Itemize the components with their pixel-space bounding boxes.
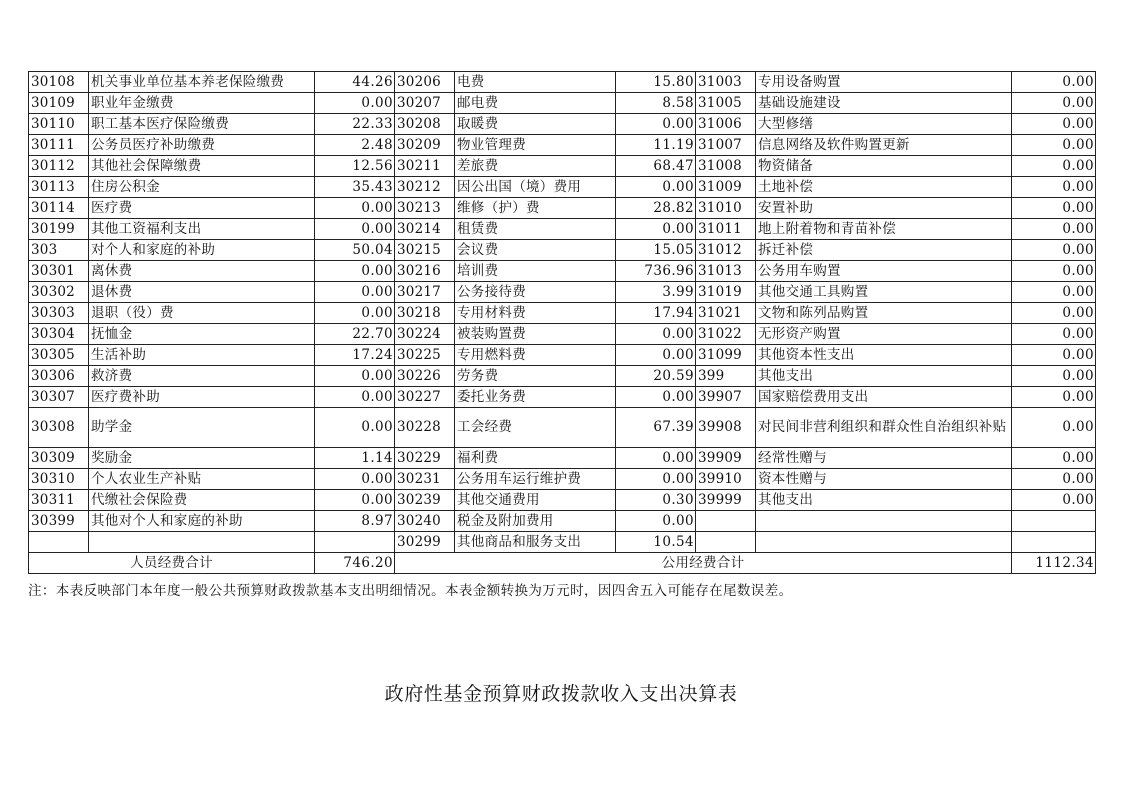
name-cell: 其他支出 bbox=[756, 490, 1012, 511]
name-cell: 福利费 bbox=[455, 448, 616, 469]
code-cell: 30207 bbox=[395, 93, 455, 114]
table-row bbox=[29, 469, 1096, 490]
code-cell: 30225 bbox=[395, 345, 455, 366]
code-cell: 30302 bbox=[29, 282, 89, 303]
name-cell: 电费 bbox=[455, 72, 616, 93]
name-cell: 取暖费 bbox=[455, 114, 616, 135]
table-row bbox=[29, 261, 1096, 282]
amount-cell: 0.00 bbox=[1012, 177, 1096, 198]
code-cell: 31008 bbox=[696, 156, 756, 177]
code-cell: 30217 bbox=[395, 282, 455, 303]
totals-row bbox=[29, 553, 1096, 574]
code-cell: 30224 bbox=[395, 324, 455, 345]
name-cell: 助学金 bbox=[89, 408, 315, 448]
name-cell: 大型修缮 bbox=[756, 114, 1012, 135]
table-row bbox=[29, 387, 1096, 408]
name-cell: 其他对个人和家庭的补助 bbox=[89, 511, 315, 532]
name-cell: 救济费 bbox=[89, 366, 315, 387]
name-cell: 奖励金 bbox=[89, 448, 315, 469]
table-row bbox=[29, 156, 1096, 177]
table-row bbox=[29, 448, 1096, 469]
code-cell: 30239 bbox=[395, 490, 455, 511]
code-cell: 30227 bbox=[395, 387, 455, 408]
name-cell: 退休费 bbox=[89, 282, 315, 303]
name-cell: 安置补助 bbox=[756, 198, 1012, 219]
amount-cell: 0.00 bbox=[1012, 324, 1096, 345]
name-cell: 公务用车运行维护费 bbox=[455, 469, 616, 490]
table-row bbox=[29, 345, 1096, 366]
amount-cell: 8.97 bbox=[315, 511, 395, 532]
amount-cell: 28.82 bbox=[616, 198, 696, 219]
personnel-total-label: 人员经费合计 bbox=[29, 553, 315, 574]
name-cell: 基础设施建设 bbox=[756, 93, 1012, 114]
code-cell: 31011 bbox=[696, 219, 756, 240]
code-cell: 30110 bbox=[29, 114, 89, 135]
code-cell: 30214 bbox=[395, 219, 455, 240]
code-cell: 31003 bbox=[696, 72, 756, 93]
name-cell: 差旅费 bbox=[455, 156, 616, 177]
table-body bbox=[29, 72, 1096, 553]
amount-cell: 0.00 bbox=[1012, 366, 1096, 387]
name-cell: 地上附着物和青苗补偿 bbox=[756, 219, 1012, 240]
name-cell: 委托业务费 bbox=[455, 387, 616, 408]
amount-cell: 0.00 bbox=[315, 93, 395, 114]
amount-cell: 0.00 bbox=[1012, 387, 1096, 408]
table-row bbox=[29, 511, 1096, 532]
name-cell: 其他工资福利支出 bbox=[89, 219, 315, 240]
code-cell: 30208 bbox=[395, 114, 455, 135]
name-cell bbox=[756, 511, 1012, 532]
amount-cell: 1.14 bbox=[315, 448, 395, 469]
name-cell: 信息网络及软件购置更新 bbox=[756, 135, 1012, 156]
name-cell: 物业管理费 bbox=[455, 135, 616, 156]
table-row bbox=[29, 282, 1096, 303]
name-cell: 其他资本性支出 bbox=[756, 345, 1012, 366]
amount-cell: 0.00 bbox=[315, 408, 395, 448]
code-cell: 30240 bbox=[395, 511, 455, 532]
name-cell bbox=[756, 532, 1012, 553]
amount-cell: 0.00 bbox=[1012, 240, 1096, 261]
name-cell: 其他社会保障缴费 bbox=[89, 156, 315, 177]
code-cell: 30226 bbox=[395, 366, 455, 387]
amount-cell: 20.59 bbox=[616, 366, 696, 387]
name-cell: 公务用车购置 bbox=[756, 261, 1012, 282]
amount-cell: 44.26 bbox=[315, 72, 395, 93]
amount-cell: 0.00 bbox=[1012, 198, 1096, 219]
amount-cell: 0.00 bbox=[1012, 261, 1096, 282]
code-cell: 30305 bbox=[29, 345, 89, 366]
amount-cell: 10.54 bbox=[616, 532, 696, 553]
code-cell: 39909 bbox=[696, 448, 756, 469]
name-cell: 专用设备购置 bbox=[756, 72, 1012, 93]
code-cell: 30113 bbox=[29, 177, 89, 198]
code-cell bbox=[696, 532, 756, 553]
name-cell: 抚恤金 bbox=[89, 324, 315, 345]
amount-cell: 0.00 bbox=[1012, 303, 1096, 324]
code-cell: 30228 bbox=[395, 408, 455, 448]
amount-cell: 12.56 bbox=[315, 156, 395, 177]
code-cell: 31010 bbox=[696, 198, 756, 219]
name-cell: 专用燃料费 bbox=[455, 345, 616, 366]
amount-cell bbox=[315, 532, 395, 553]
amount-cell: 15.05 bbox=[616, 240, 696, 261]
code-cell: 30308 bbox=[29, 408, 89, 448]
name-cell: 其他支出 bbox=[756, 366, 1012, 387]
amount-cell: 0.00 bbox=[616, 345, 696, 366]
code-cell: 30307 bbox=[29, 387, 89, 408]
amount-cell: 0.00 bbox=[616, 114, 696, 135]
code-cell: 39910 bbox=[696, 469, 756, 490]
amount-cell: 8.58 bbox=[616, 93, 696, 114]
code-cell: 30114 bbox=[29, 198, 89, 219]
name-cell: 物资储备 bbox=[756, 156, 1012, 177]
name-cell: 租赁费 bbox=[455, 219, 616, 240]
name-cell: 工会经费 bbox=[455, 408, 616, 448]
name-cell: 经常性赠与 bbox=[756, 448, 1012, 469]
name-cell: 无形资产购置 bbox=[756, 324, 1012, 345]
name-cell: 其他交通工具购置 bbox=[756, 282, 1012, 303]
amount-cell: 0.00 bbox=[616, 219, 696, 240]
code-cell: 31099 bbox=[696, 345, 756, 366]
public-total-label: 公用经费合计 bbox=[395, 553, 1012, 574]
table-row bbox=[29, 114, 1096, 135]
table-row bbox=[29, 408, 1096, 448]
code-cell: 31006 bbox=[696, 114, 756, 135]
code-cell: 31012 bbox=[696, 240, 756, 261]
name-cell: 其他交通费用 bbox=[455, 490, 616, 511]
code-cell: 30215 bbox=[395, 240, 455, 261]
amount-cell: 68.47 bbox=[616, 156, 696, 177]
code-cell: 399 bbox=[696, 366, 756, 387]
name-cell: 职工基本医疗保险缴费 bbox=[89, 114, 315, 135]
table-row bbox=[29, 219, 1096, 240]
code-cell: 30211 bbox=[395, 156, 455, 177]
code-cell: 30306 bbox=[29, 366, 89, 387]
code-cell: 31021 bbox=[696, 303, 756, 324]
name-cell: 医疗费补助 bbox=[89, 387, 315, 408]
amount-cell: 0.00 bbox=[315, 282, 395, 303]
name-cell: 代缴社会保险费 bbox=[89, 490, 315, 511]
table-row bbox=[29, 532, 1096, 553]
amount-cell: 0.00 bbox=[1012, 114, 1096, 135]
code-cell: 30206 bbox=[395, 72, 455, 93]
code-cell: 31013 bbox=[696, 261, 756, 282]
code-cell bbox=[29, 532, 89, 553]
code-cell: 30399 bbox=[29, 511, 89, 532]
amount-cell: 11.19 bbox=[616, 135, 696, 156]
name-cell bbox=[89, 532, 315, 553]
name-cell: 文物和陈列品购置 bbox=[756, 303, 1012, 324]
table-row bbox=[29, 177, 1096, 198]
amount-cell bbox=[1012, 511, 1096, 532]
name-cell: 拆迁补偿 bbox=[756, 240, 1012, 261]
amount-cell: 0.00 bbox=[1012, 490, 1096, 511]
table-row bbox=[29, 366, 1096, 387]
code-cell: 30299 bbox=[395, 532, 455, 553]
amount-cell: 3.99 bbox=[616, 282, 696, 303]
amount-cell: 0.00 bbox=[1012, 93, 1096, 114]
code-cell: 30108 bbox=[29, 72, 89, 93]
amount-cell: 736.96 bbox=[616, 261, 696, 282]
code-cell: 39908 bbox=[696, 408, 756, 448]
code-cell: 30303 bbox=[29, 303, 89, 324]
amount-cell: 0.00 bbox=[1012, 469, 1096, 490]
amount-cell: 0.00 bbox=[1012, 282, 1096, 303]
amount-cell: 0.00 bbox=[315, 469, 395, 490]
amount-cell: 0.00 bbox=[616, 324, 696, 345]
code-cell: 30209 bbox=[395, 135, 455, 156]
code-cell: 30216 bbox=[395, 261, 455, 282]
amount-cell: 0.00 bbox=[1012, 448, 1096, 469]
name-cell: 土地补偿 bbox=[756, 177, 1012, 198]
amount-cell: 0.00 bbox=[1012, 156, 1096, 177]
amount-cell: 0.00 bbox=[315, 490, 395, 511]
amount-cell bbox=[1012, 532, 1096, 553]
amount-cell: 0.00 bbox=[1012, 135, 1096, 156]
code-cell: 30310 bbox=[29, 469, 89, 490]
table-row bbox=[29, 72, 1096, 93]
name-cell: 机关事业单位基本养老保险缴费 bbox=[89, 72, 315, 93]
amount-cell: 0.00 bbox=[1012, 408, 1096, 448]
code-cell: 30218 bbox=[395, 303, 455, 324]
amount-cell: 0.00 bbox=[315, 198, 395, 219]
name-cell: 对民间非营利组织和群众性自治组织补贴 bbox=[756, 408, 1012, 448]
code-cell bbox=[696, 511, 756, 532]
name-cell: 资本性赠与 bbox=[756, 469, 1012, 490]
code-cell: 39999 bbox=[696, 490, 756, 511]
name-cell: 对个人和家庭的补助 bbox=[89, 240, 315, 261]
personnel-total-value: 746.20 bbox=[315, 553, 395, 574]
name-cell: 因公出国（境）费用 bbox=[455, 177, 616, 198]
code-cell: 31007 bbox=[696, 135, 756, 156]
code-cell: 303 bbox=[29, 240, 89, 261]
code-cell: 30304 bbox=[29, 324, 89, 345]
code-cell: 39907 bbox=[696, 387, 756, 408]
name-cell: 医疗费 bbox=[89, 198, 315, 219]
amount-cell: 35.43 bbox=[315, 177, 395, 198]
code-cell: 30231 bbox=[395, 469, 455, 490]
amount-cell: 17.24 bbox=[315, 345, 395, 366]
table-row bbox=[29, 490, 1096, 511]
amount-cell: 50.04 bbox=[315, 240, 395, 261]
amount-cell: 22.33 bbox=[315, 114, 395, 135]
name-cell: 住房公积金 bbox=[89, 177, 315, 198]
name-cell: 被装购置费 bbox=[455, 324, 616, 345]
name-cell: 职业年金缴费 bbox=[89, 93, 315, 114]
amount-cell: 67.39 bbox=[616, 408, 696, 448]
name-cell: 生活补助 bbox=[89, 345, 315, 366]
amount-cell: 0.00 bbox=[616, 448, 696, 469]
name-cell: 劳务费 bbox=[455, 366, 616, 387]
code-cell: 30311 bbox=[29, 490, 89, 511]
amount-cell: 0.00 bbox=[616, 177, 696, 198]
amount-cell: 17.94 bbox=[616, 303, 696, 324]
code-cell: 30301 bbox=[29, 261, 89, 282]
name-cell: 公务员医疗补助缴费 bbox=[89, 135, 315, 156]
table-row bbox=[29, 240, 1096, 261]
code-cell: 30111 bbox=[29, 135, 89, 156]
code-cell: 31009 bbox=[696, 177, 756, 198]
name-cell: 维修（护）费 bbox=[455, 198, 616, 219]
name-cell: 国家赔偿费用支出 bbox=[756, 387, 1012, 408]
code-cell: 31005 bbox=[696, 93, 756, 114]
name-cell: 离休费 bbox=[89, 261, 315, 282]
amount-cell: 22.70 bbox=[315, 324, 395, 345]
amount-cell: 0.00 bbox=[315, 219, 395, 240]
name-cell: 邮电费 bbox=[455, 93, 616, 114]
table-row bbox=[29, 324, 1096, 345]
table-row bbox=[29, 135, 1096, 156]
amount-cell: 2.48 bbox=[315, 135, 395, 156]
table-row bbox=[29, 303, 1096, 324]
code-cell: 30199 bbox=[29, 219, 89, 240]
name-cell: 个人农业生产补贴 bbox=[89, 469, 315, 490]
amount-cell: 0.00 bbox=[315, 366, 395, 387]
amount-cell: 0.00 bbox=[616, 511, 696, 532]
code-cell: 30213 bbox=[395, 198, 455, 219]
table-row bbox=[29, 198, 1096, 219]
name-cell: 会议费 bbox=[455, 240, 616, 261]
table-row bbox=[29, 93, 1096, 114]
basic-expenditure-detail-table bbox=[28, 71, 1096, 574]
code-cell: 30112 bbox=[29, 156, 89, 177]
name-cell: 退职（役）费 bbox=[89, 303, 315, 324]
code-cell: 30109 bbox=[29, 93, 89, 114]
code-cell: 30212 bbox=[395, 177, 455, 198]
section-title: 政府性基金预算财政拨款收入支出决算表 bbox=[384, 683, 738, 705]
amount-cell: 0.00 bbox=[616, 469, 696, 490]
public-total-value: 1112.34 bbox=[1012, 553, 1096, 574]
amount-cell: 0.30 bbox=[616, 490, 696, 511]
name-cell: 公务接待费 bbox=[455, 282, 616, 303]
code-cell: 31022 bbox=[696, 324, 756, 345]
amount-cell: 0.00 bbox=[1012, 345, 1096, 366]
amount-cell: 0.00 bbox=[616, 387, 696, 408]
amount-cell: 0.00 bbox=[315, 303, 395, 324]
amount-cell: 0.00 bbox=[1012, 219, 1096, 240]
code-cell: 30309 bbox=[29, 448, 89, 469]
name-cell: 培训费 bbox=[455, 261, 616, 282]
table-footnote: 注：本表反映部门本年度一般公共预算财政拨款基本支出明细情况。本表金额转换为万元时，因四舍五入可能存在尾数误差。 bbox=[28, 583, 793, 599]
name-cell: 税金及附加费用 bbox=[455, 511, 616, 532]
amount-cell: 0.00 bbox=[1012, 72, 1096, 93]
amount-cell: 0.00 bbox=[315, 387, 395, 408]
name-cell: 其他商品和服务支出 bbox=[455, 532, 616, 553]
name-cell: 专用材料费 bbox=[455, 303, 616, 324]
code-cell: 30229 bbox=[395, 448, 455, 469]
amount-cell: 15.80 bbox=[616, 72, 696, 93]
amount-cell: 0.00 bbox=[315, 261, 395, 282]
code-cell: 31019 bbox=[696, 282, 756, 303]
